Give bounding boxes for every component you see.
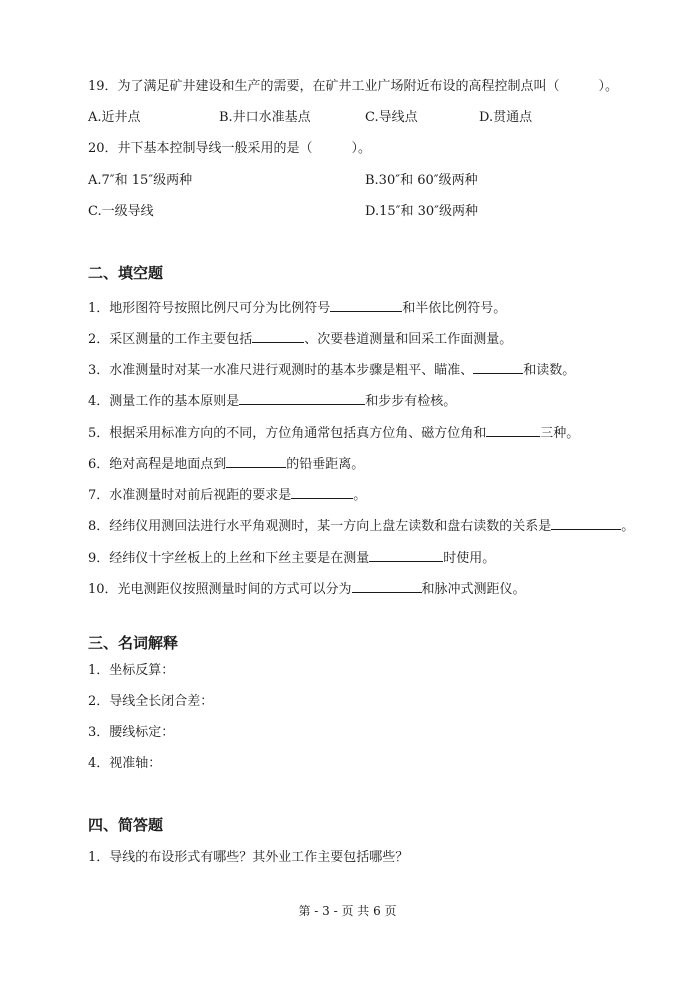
fill-item-5-pre: 5．根据采用标准方向的不同，方位角通常包括真方位角、磁方位角和 bbox=[88, 426, 487, 441]
term-item-4: 4．视准轴： bbox=[88, 756, 162, 771]
fill-item-10-pre: 10．光电测距仪按照测量时间的方式可以分为 bbox=[88, 582, 352, 597]
question-20-stem: 20．井下基本控制导线一般采用的是（ ）。 bbox=[88, 141, 372, 156]
fill-item-9-post: 时使用。 bbox=[443, 551, 496, 566]
section-title-fill-blank: 二、填空题 bbox=[88, 264, 164, 282]
fill-item-10-post: 和脉冲式测距仪。 bbox=[421, 582, 526, 597]
fill-item-8-post: 。 bbox=[621, 519, 635, 534]
fill-item-1-pre: 1．地形图符号按照比例尺可分为比例符号 bbox=[88, 301, 331, 316]
q19-option-b: B.井口水准基点 bbox=[219, 110, 311, 125]
fill-item-8 bbox=[88, 515, 634, 536]
q19-option-d: D.贯通点 bbox=[479, 110, 533, 125]
answer-blank[interactable] bbox=[226, 453, 286, 468]
fill-item-4-post: 和步步有检核。 bbox=[365, 394, 457, 409]
fill-item-8-pre: 8．经纬仪用测回法进行水平角观测时，某一方向上盘左读数和盘右读数的关系是 bbox=[88, 519, 552, 534]
answer-blank[interactable] bbox=[252, 328, 304, 343]
fill-item-5-post: 三种。 bbox=[540, 426, 580, 441]
answer-blank[interactable] bbox=[473, 359, 523, 374]
fill-item-9 bbox=[88, 547, 495, 568]
fill-item-4-pre: 4．测量工作的基本原则是 bbox=[88, 394, 240, 409]
answer-blank[interactable] bbox=[369, 547, 443, 562]
answer-blank[interactable] bbox=[291, 484, 353, 499]
fill-item-2 bbox=[88, 328, 512, 349]
answer-blank[interactable] bbox=[239, 390, 365, 405]
fill-item-2-post: 、次要巷道测量和回采工作面测量。 bbox=[304, 332, 513, 347]
term-item-1: 1．坐标反算： bbox=[88, 663, 175, 678]
q20-option-b: B.30″和 60″级两种 bbox=[365, 173, 478, 188]
fill-item-1-post: 和半依比例符号。 bbox=[402, 301, 507, 316]
answer-blank[interactable] bbox=[551, 515, 621, 530]
fill-item-9-pre: 9．经纬仪十字丝板上的上丝和下丝主要是在测量 bbox=[88, 551, 370, 566]
fill-item-3-post: 和读数。 bbox=[523, 363, 576, 378]
fill-item-3-pre: 3．水准测量时对某一水准尺进行观测时的基本步骤是粗平、瞄准、 bbox=[88, 363, 474, 378]
fill-item-1 bbox=[88, 297, 506, 318]
q20-option-c: C.一级导线 bbox=[88, 204, 154, 219]
fill-item-4 bbox=[88, 390, 456, 411]
answer-blank[interactable] bbox=[486, 422, 540, 437]
q20-option-a: A.7″和 15″级两种 bbox=[88, 173, 193, 188]
question-19-stem: 19．为了满足矿井建设和生产的需要，在矿井工业广场附近布设的高程控制点叫（ ）。 bbox=[88, 79, 619, 94]
term-item-3: 3．腰线标定： bbox=[88, 725, 175, 740]
fill-item-7-pre: 7．水准测量时对前后视距的要求是 bbox=[88, 488, 292, 503]
fill-item-7 bbox=[88, 484, 366, 505]
fill-item-6-post: 的铅垂距离。 bbox=[286, 457, 365, 472]
short-answer-item-1: 1．导线的布设形式有哪些？其外业工作主要包括哪些？ bbox=[88, 850, 409, 865]
fill-item-5 bbox=[88, 422, 579, 443]
fill-item-6 bbox=[88, 453, 364, 474]
section-title-short-answer: 四、简答题 bbox=[88, 816, 164, 834]
section-title-term-definition: 三、名词解释 bbox=[88, 634, 179, 652]
answer-blank[interactable] bbox=[352, 578, 422, 593]
answer-blank[interactable] bbox=[330, 297, 402, 312]
fill-item-7-post: 。 bbox=[353, 488, 367, 503]
fill-item-2-pre: 2．采区测量的工作主要包括 bbox=[88, 332, 253, 347]
page-number-footer: 第 - 3 - 页 共 6 页 bbox=[298, 904, 397, 918]
fill-item-10 bbox=[88, 578, 526, 599]
term-item-2: 2．导线全长闭合差： bbox=[88, 694, 214, 709]
fill-item-6-pre: 6．绝对高程是地面点到 bbox=[88, 457, 227, 472]
q20-option-d: D.15″和 30″级两种 bbox=[365, 204, 479, 219]
fill-item-3 bbox=[88, 359, 575, 380]
q19-option-c: C.导线点 bbox=[365, 110, 418, 125]
q19-option-a: A.近井点 bbox=[88, 110, 141, 125]
